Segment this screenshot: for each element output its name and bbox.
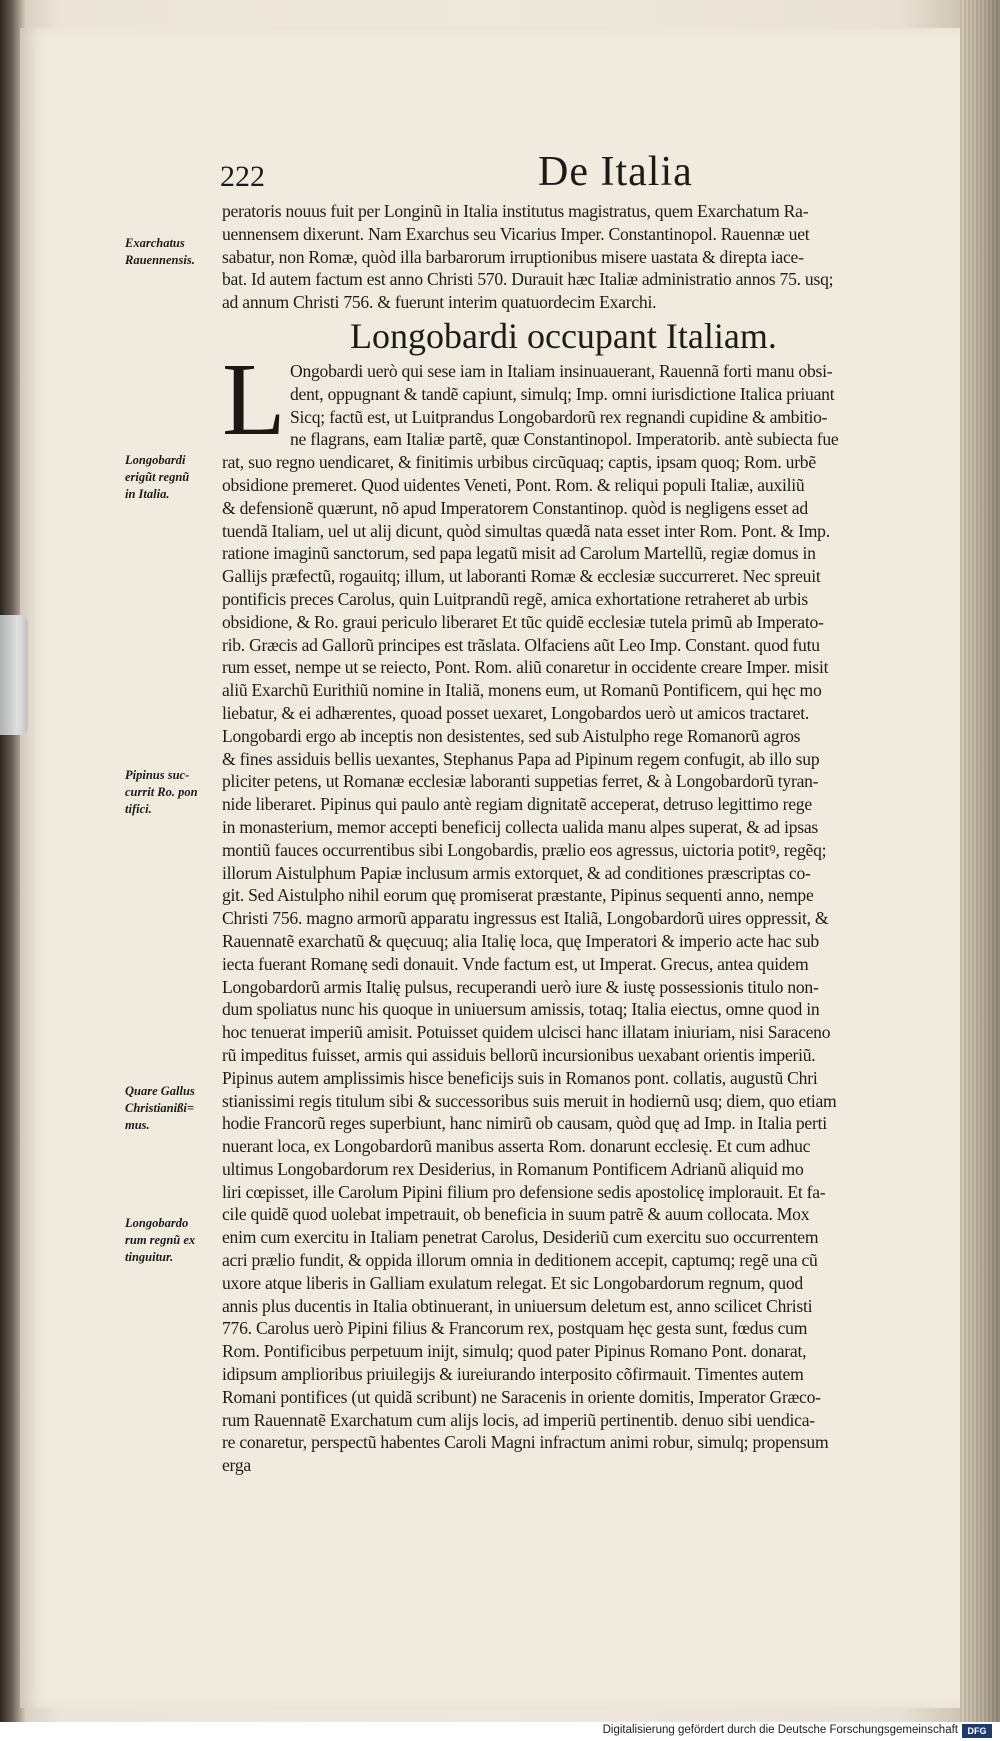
text-line: Gallijs præfectũ, rogauitq; illum, ut laboranti Romæ & ecclesiæ succurreret. Nec spreuit xyxy=(222,566,821,587)
text-block-main xyxy=(222,360,952,1477)
text-line: erga xyxy=(222,1455,251,1476)
text-line: iecta fuerant Romanę sedi donauit. Vnde factum est, ut Imperat. Grecus, antea quidem xyxy=(222,953,809,974)
text-line: rum Rauennatẽ Exarchatum cum alijs locis, ad imperiũ pertinentib. denuo sibi uendica- xyxy=(222,1409,815,1430)
text-line: cile quidẽ quod uolebat impetrauit, ob beneficia in suum patrẽ & auum collocata. Mox xyxy=(222,1204,810,1225)
text-line: peratoris nouus fuit per Longinũ in Italia institutus magistratus, quem Exarchatum Ra- xyxy=(222,201,809,221)
digitization-credit: Digitalisierung gefördert durch die Deutsche Forschungsgemeinschaft xyxy=(602,1724,958,1736)
text-line: sabatur, non Romæ, quòd illa barbarorum irruptionibus misere uastata & direpta iace- xyxy=(222,246,804,267)
text-line: uennensem dixerunt. Nam Exarchus seu Vicarius Imper. Constantinopol. Rauennæ uet xyxy=(222,223,810,244)
text-line: Longobardorũ armis Italię pulsus, recuperandi uerò iure & iustę possessionis titulo non- xyxy=(222,976,819,997)
text-line: rũ impeditus fuisset, armis qui assiduis bellorũ incursionibus uexabant orientis imperiũ. xyxy=(222,1044,816,1065)
text-line: ratione imaginũ sanctorum, sed papa legatũ misit ad Carolum Martellũ, regiæ domus in xyxy=(222,543,816,564)
text-block-intro xyxy=(222,200,952,314)
text-line: nuerant loca, ex Longobardorũ manibus asserta Rom. donarunt ecclesię. Et cum adhuc xyxy=(222,1136,811,1157)
text-line: nide liberaret. Pipinus qui paulo antè regiam dignitatẽ acceperat, detruso legittimo rege xyxy=(222,794,812,815)
text-line: in monasterium, memor accepti beneficij collecta ualida manu alpes superat, & ad ipsas xyxy=(222,816,819,837)
page-clip xyxy=(0,615,28,735)
text-line: illorum Aistulphum Papiæ inclusum armis extorquet, & ad conditiones præscriptas co- xyxy=(222,862,811,883)
dfg-logo: DFG xyxy=(962,1724,992,1738)
text-line: rib. Græcis ad Gallorũ principes est trãslata. Olfaciens aũt Leo Imp. Constant. quod futu xyxy=(222,634,820,655)
text-line: git. Sed Aistulpho nihil eorum quę promiserat præstante, Pipinus sequenti anno, nempe xyxy=(222,885,814,906)
text-line: obsidione, & Ro. graui periculo liberaret Et tũc quidẽ ecclesiæ tutela primũ ab Imperato- xyxy=(222,611,824,632)
text-line: dent, oppugnant & tandẽ capiunt, simulq; Imp. omni iurisdictione Italica priuant xyxy=(290,383,835,404)
section-heading: Longobardi occupant Italiam. xyxy=(350,316,777,356)
text-line: 776. Carolus uerò Pipini filius & Francorum rex, postquam hęc gesta sunt, fœdus cum xyxy=(222,1318,808,1339)
text-line: enim cum exercitu in Italiam penetrat Carolus, Desideriũ cum exercitu suo occurrentem xyxy=(222,1227,819,1248)
running-title: De Italia xyxy=(538,149,693,195)
text-line: rum esset, nempe ut se reiecto, Pont. Rom. aliũ conaretur in occidente creare Imper. misit xyxy=(222,657,829,678)
text-line: liri cœpisset, ille Carolum Pipini filium pro defensione sedis apostolicę implorauit. Et fa- xyxy=(222,1181,826,1202)
text-line: Rauennatẽ exarchatũ & quęcuuq; alia Italię loca, quę Imperatori & imperio acte hac sub xyxy=(222,930,819,951)
text-line: & defensionẽ quærunt, nõ apud Imperatorem Constantinop. quòd is negligens esset ad xyxy=(222,497,808,518)
text-line: Sicq; factũ est, ut Luitprandus Longobardorũ rex regnandi cupidine & ambitio- xyxy=(290,406,828,427)
page-header xyxy=(0,148,1000,198)
text-line: ad annum Christi 756. & fuerunt interim quatuordecim Exarchi. xyxy=(222,292,657,313)
marginal-note-regnum-extinguitur: Longobardo rum regnũ ex tinguitur. xyxy=(125,1216,196,1264)
text-line: pontificis preces Carolus, quin Luitprandũ regẽ, amica exhortatione retraheret ab urbis xyxy=(222,588,808,609)
text-line: dum spoliatus nunc his quoque in uniuersum amissis, totaq; Italia eiectus, omne quod in xyxy=(222,999,820,1020)
text-line: Longobardi ergo ab inceptis non desistentes, sed sub Aistulpho rege Romanorũ agros xyxy=(222,725,801,746)
page-edges xyxy=(960,0,1000,1741)
text-line: tuendã Italiam, uel ut alij dicunt, quòd simultas quædã nata esset inter Rom. Pont. & Imp. xyxy=(222,520,830,541)
text-line: hoc tenuerat imperiũ amisit. Potuisset quidem ulcisci hanc illatam iniuriam, nisi Saraceno xyxy=(222,1022,831,1043)
text-line: hodie Francorũ reges superbiunt, hanc nimirũ ob causam, quòd quę ad Imp. in Italia perti xyxy=(222,1113,827,1134)
text-line: re conaretur, perspectũ habentes Caroli Magni infractum animi robur, simulq; propensum xyxy=(222,1432,829,1453)
text-line: ultimus Longobardorum rex Desiderius, in Romanum Pontificem Adrianũ aliquid mo xyxy=(222,1158,804,1179)
text-line: Rom. Pontificibus perpetuum inijt, simulq; quod pater Pipinus Romano Pont. donarat, xyxy=(222,1341,807,1362)
text-line: rat, suo regno uendicaret, & finitimis urbibus circũquaq; captis, ipsam quoq; Rom. urbẽ xyxy=(222,452,816,473)
text-line: idipsum amplioribus priuilegijs & iureiurando interposito cõfirmauit. Timentes autem xyxy=(222,1364,804,1385)
text-line: obsidione premeret. Quod uidentes Veneti, Pont. Rom. & reliqui populi Italiæ, auxiliũ xyxy=(222,474,805,495)
text-line: stianissimi regis titulum sibi & successoribus suis meruit in hodiernũ usq; diem, quo etiam xyxy=(222,1090,837,1111)
text-line: uxore atque liberis in Galliam exulatum relegat. Et sic Longobardorum regnum, quod xyxy=(222,1272,803,1293)
text-line: pliciter petens, ut Romanæ ecclesiæ laboranti suppetias ferret, & à Longobardorũ tyran- xyxy=(222,771,819,792)
text-line: Christi 756. magno armorũ apparatu ingressus est Italiã, Longobardorũ uires oppressit, & xyxy=(222,908,829,929)
text-line: liebatur, & ei adhærentes, quoad posset uexaret, Longobardos uerò ut amicos tractaret. xyxy=(222,702,810,723)
marginal-note-exarchatus: Exarchatus Rauennensis. xyxy=(125,236,195,267)
marginal-note-longobardi-regnum: Longobardi erigũt regnũ in Italia. xyxy=(125,453,190,501)
marginal-note-quare-gallus: Quare Gallus Christianißi= mus. xyxy=(125,1084,195,1132)
text-line: montiũ fauces occurrentibus sibi Longobardis, prælio eos agressus, uictoria potitꝰ, regẽq; xyxy=(222,839,827,860)
text-line: acri prælio fundit, & oppida illorum omnia in deditionem accepit, captumq; regẽ una cũ xyxy=(222,1250,818,1271)
text-line: & fines assiduis bellis uexantes, Stephanus Papa ad Pipinum regem confugit, ab illo sup xyxy=(222,748,820,769)
text-line: bat. Id autem factum est anno Christi 570. Durauit hæc Italiæ administratio annos 75. usq; xyxy=(222,269,834,290)
text-line: Romani pontifices (ut quidã scribunt) ne Saracenis in oriente domitis, Imperator Græco- xyxy=(222,1386,821,1407)
drop-cap: L xyxy=(222,342,286,457)
text-line: Ongobardi uerò qui sese iam in Italiam insinuauerant, Rauennã forti manu obsi- xyxy=(290,361,833,381)
marginal-note-pipinus: Pipinus suc- currit Ro. pon tifici. xyxy=(125,768,198,816)
text-line: ne flagrans, eam Italiæ partẽ, quæ Constantinopol. Imperatorib. antè subiecta fue xyxy=(290,429,839,450)
text-line: annis plus ducentis in Italia obtinuerant, in uniuersum deletum est, anno scilicet Christi xyxy=(222,1295,813,1316)
text-line: Pipinus autem amplissimis hisce beneficijs suis in Romanos pont. collatis, augustũ Chri xyxy=(222,1067,818,1088)
page-number: 222 xyxy=(220,160,265,193)
text-line: aliũ Exarchũ Eurithiũ nomine in Italiã, monens eum, ut Romanũ Pontificem, qui hęc mo xyxy=(222,680,822,701)
